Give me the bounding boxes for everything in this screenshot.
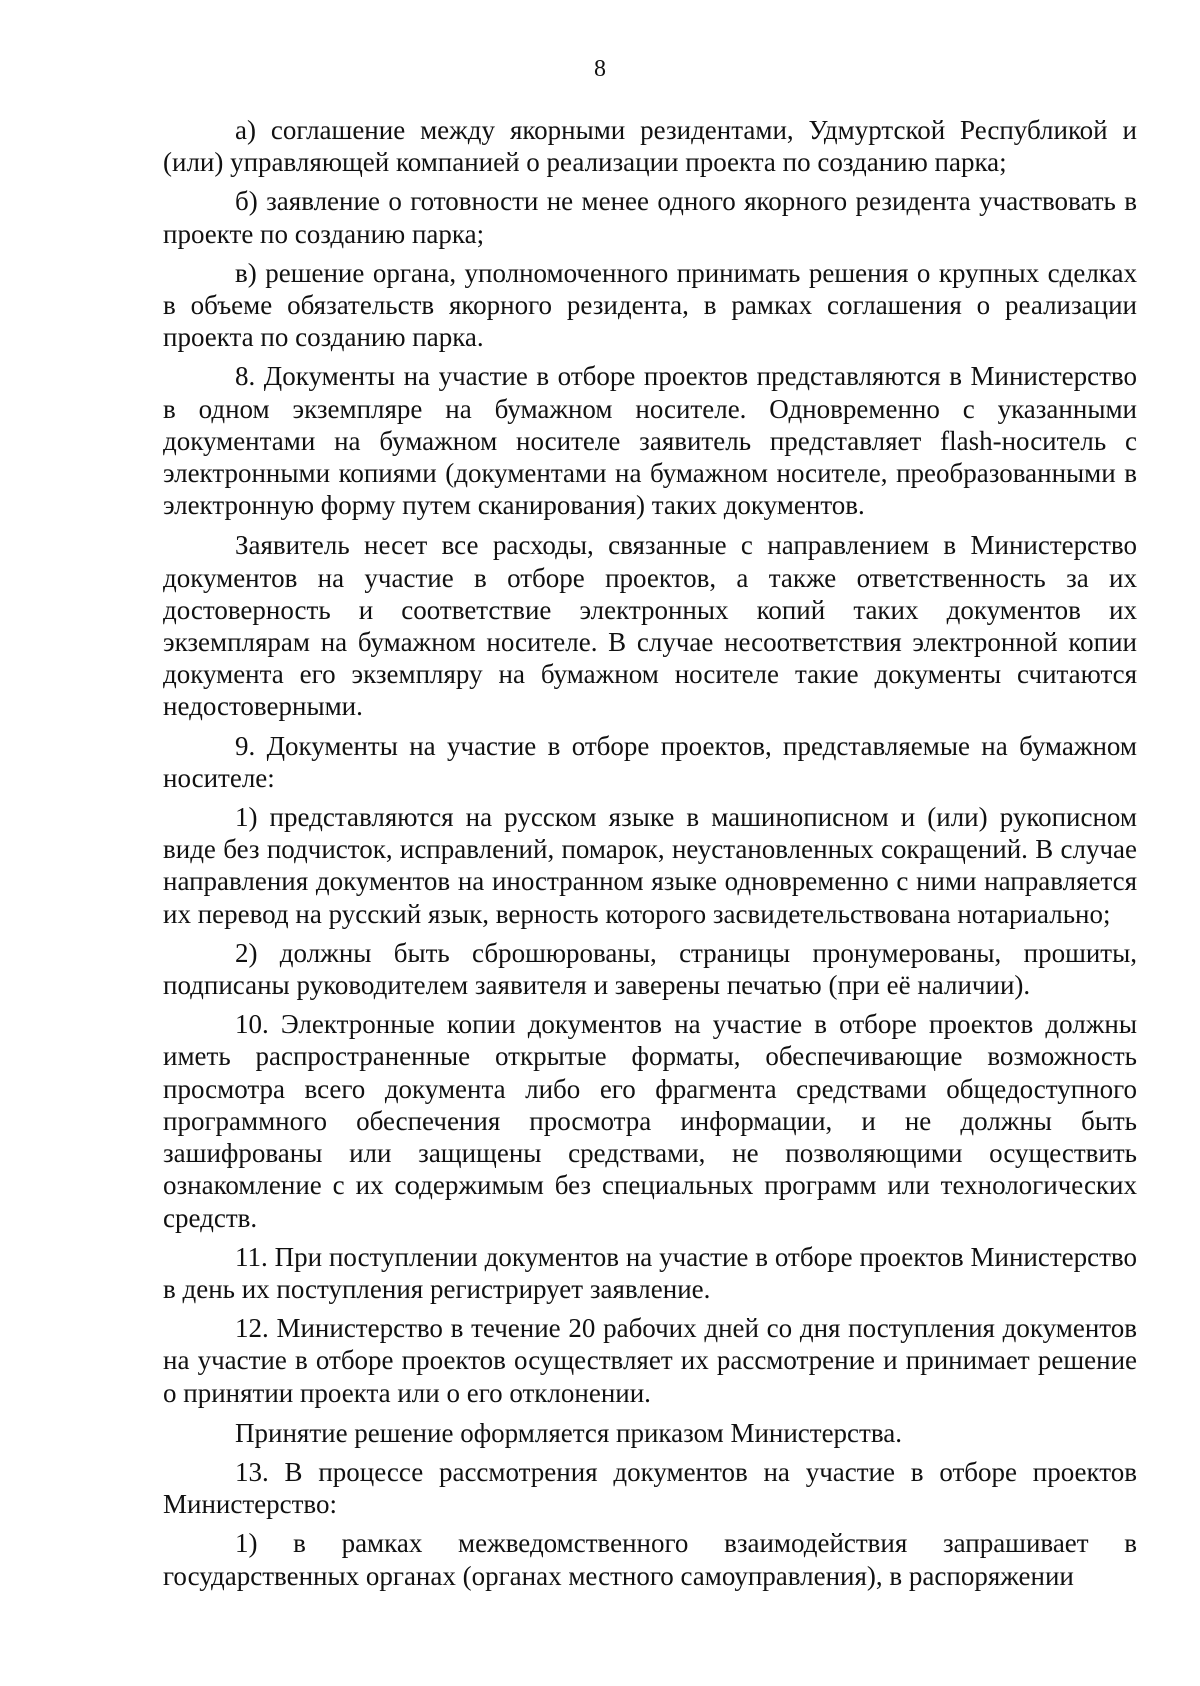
document-body <box>163 114 1137 1592</box>
paragraph-13-review-process: 13. В процессе рассмотрения документов на участие в отборе проектов Министерство: <box>163 1456 1137 1520</box>
paragraph-9-paper-documents: 9. Документы на участие в отборе проектов, представляемые на бумажном носителе: <box>163 730 1137 793</box>
page-number: 8 <box>594 56 606 82</box>
paragraph-12-review: 12. Министерство в течение 20 рабочих дней со дня поступления документов на участие в отборе проектов осуществляет их рассмотрение и принимает решение о принятии проекта или о его отклонении. <box>163 1313 1137 1408</box>
paragraph-b-statement: б) заявление о готовности не менее одного якорного резидента участвовать в проекте по созданию парка; <box>163 186 1137 249</box>
paragraph-decision-order: Принятие решение оформляется приказом Министерства. <box>235 1417 902 1448</box>
paragraph-a-agreement: а) соглашение между якорными резидентами, Удмуртской Республикой и (или) управляющей компанией о реализации проекта по созданию парка; <box>163 115 1137 178</box>
paragraph-11-registration: 11. При поступлении документов на участие в отборе проектов Министерство в день их поступления регистрирует заявление. <box>163 1241 1137 1304</box>
paragraph-13-1-interagency: 1) в рамках межведомственного взаимодействия запрашивает в государственных органах (органах местного самоуправления), в распоряжении <box>163 1528 1137 1591</box>
paragraph-v-decision: в) решение органа, уполномоченного принимать решения о крупных сделках в объеме обязательств якорного резидента, в рамках соглашения о реализации проекта по созданию парка. <box>163 257 1137 353</box>
paragraph-9-2-binding: 2) должны быть сброшюрованы, страницы пронумерованы, прошиты, подписаны руководителем заявителя и заверены печатью (при её наличии). <box>163 937 1137 1001</box>
paragraph-applicant-expenses: Заявитель несет все расходы, связанные с направлением в Министерство документов на участие в отборе проектов, а также ответственность за их достоверность и соответствие электронных копий таких документов их экземплярам на бумажном носителе. В случае несоответствия электронной копии документа его экземпляру на бумажном носителе такие документы считаются недостоверными. <box>163 530 1137 722</box>
paragraph-9-1-language: 1) представляются на русском языке в машинописном и (или) рукописном виде без подчисток, исправлений, помарок, неустановленных сокращений. В случае направления документов на иностранном языке одновременно с ними направляется их перевод на русский язык, верность которого засвидетельствована нотариально; <box>163 802 1137 929</box>
paragraph-10-electronic-copies: 10. Электронные копии документов на участие в отборе проектов должны иметь распространенные открытые форматы, обеспечивающие возможность просмотра всего документа либо его фрагмента средствами общедоступного программного обеспечения просмотра информации, и не должны быть зашифрованы или защищены средствами, не позволяющими осуществить ознакомление с их содержимым без специальных программ или технологических средств. <box>163 1009 1137 1233</box>
paragraph-8-documents: 8. Документы на участие в отборе проектов представляются в Министерство в одном экземпляре на бумажном носителе. Одновременно с указанными документами на бумажном носителе заявитель представляет flash-носитель с электронными копиями (документами на бумажном носителе, преобразованными в электронную форму путем сканирования) таких документов. <box>163 361 1137 521</box>
